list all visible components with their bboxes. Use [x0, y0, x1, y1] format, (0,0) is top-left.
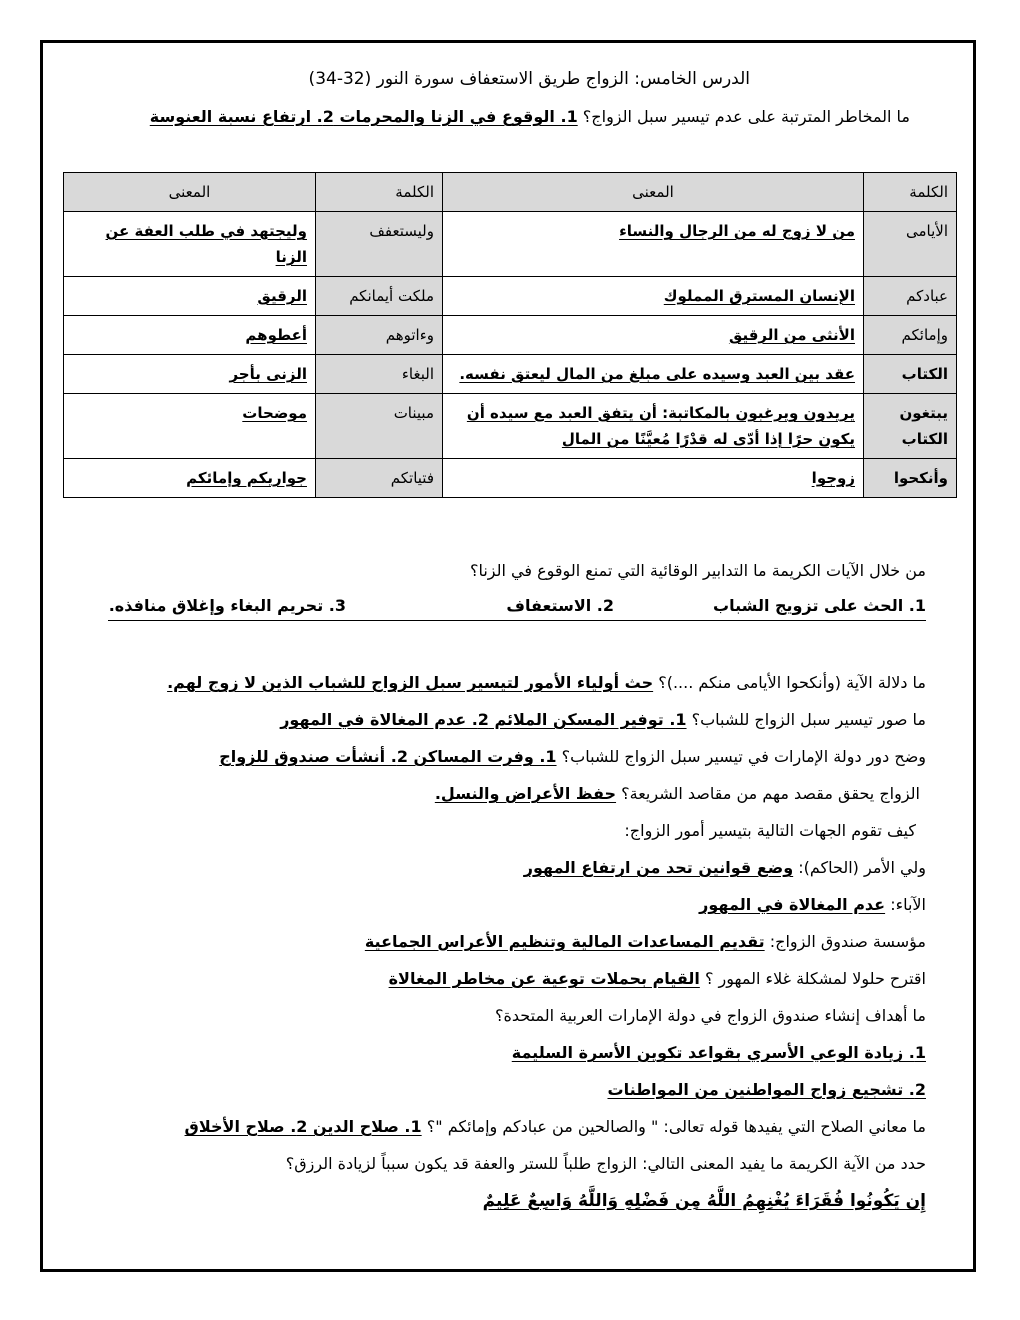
word-cell: عبادكم — [864, 277, 957, 316]
meaning-cell: الزنى بأجر — [64, 355, 316, 394]
vocabulary-table — [63, 172, 957, 498]
meaning-cell: زوجوا — [443, 459, 864, 498]
meaning-cell: أعطوهم — [64, 316, 316, 355]
column-header: الكلمة — [864, 173, 957, 212]
word-cell: الأيامى — [864, 212, 957, 277]
qa-item — [100, 1116, 926, 1138]
question-text: كيف تقوم الجهات التالية بتيسير أمور الزواج: — [624, 821, 916, 840]
word-cell: وإمائكم — [864, 316, 957, 355]
qa-item — [100, 746, 926, 768]
question-text: اقترح حلولا لمشكلة غلاء المهور ؟ — [704, 969, 926, 988]
qa-item — [100, 672, 926, 694]
table-row — [64, 277, 957, 316]
qa-item — [100, 709, 926, 731]
risks-question — [100, 106, 910, 128]
question-text: ما أهداف إنشاء صندوق الزواج في دولة الإمارات العربية المتحدة؟ — [495, 1006, 926, 1025]
question-text: ما دلالة الآية (وأنكحوا الأيامى منكم ....)؟ — [658, 673, 926, 692]
word-cell: مبينات — [316, 394, 443, 459]
word-cell: وليستعفف — [316, 212, 443, 277]
meaning-cell: الإنسان المسترق المملوك — [443, 277, 864, 316]
meaning-cell: يريدون ويرغبون بالمكاتبة: أن يتفق العبد مع سيده أن يكون حرًا إذا أدّى له قدْرًا مُعيَّنًا من المال — [443, 394, 864, 459]
question-text: وضح دور دولة الإمارات في تيسير سبل الزواج للشباب؟ — [561, 747, 926, 766]
qa-answer-line — [100, 1079, 926, 1101]
qa-answer-line — [100, 1042, 926, 1064]
qa-answer-line — [100, 1190, 926, 1212]
answer-text: 1. زيادة الوعي الأسري بقواعد تكوين الأسرة السليمة — [511, 1043, 926, 1062]
table-row — [64, 355, 957, 394]
meaning-cell: وليجتهد في طلب العفة عن الزنا — [64, 212, 316, 277]
answer-text: 1. الوقوع في الزنا والمحرمات 2. ارتفاع نسبة العنوسة — [149, 107, 578, 126]
question-text: ما المخاطر المترتبة على عدم تيسير سبل الزواج؟ — [582, 107, 910, 126]
question-text: مؤسسة صندوق الزواج: — [769, 932, 926, 951]
answer-text: وضع قوانين تحد من ارتفاع المهور — [523, 858, 794, 877]
preventive-options — [108, 596, 926, 621]
word-cell: يبتغون الكتاب — [864, 394, 957, 459]
qa-item — [100, 1153, 926, 1175]
table-header-row — [64, 173, 957, 212]
column-header: المعنى — [443, 173, 864, 212]
qa-item — [100, 820, 916, 842]
meaning-cell: الأنثى من الرقيق — [443, 316, 864, 355]
meaning-cell: عقد بين العبد وسيده على مبلغ من المال ليعتق نفسه. — [443, 355, 864, 394]
question-text: ما صور تيسير سبل الزواج للشباب؟ — [691, 710, 926, 729]
answer-text: 1. صلاح الدين 2. صلاح الأخلاق — [184, 1117, 422, 1136]
answer-text: تقديم المساعدات المالية وتنظيم الأعراس الجماعية — [364, 932, 765, 951]
option-1: 1. الحث على تزويج الشباب — [713, 596, 926, 615]
answer-text: 2. تشجيع زواج المواطنين من المواطنات — [607, 1080, 926, 1099]
qa-item — [100, 894, 926, 916]
verse-answer: إِن يَكُونُوا فُقَرَاءَ يُغْنِهِمُ اللَّهُ مِن فَضْلِهِ وَاللَّهُ وَاسِعٌ عَلِيمٌ — [482, 1191, 926, 1211]
word-cell: ملكت أيمانكم — [316, 277, 443, 316]
answer-text: القيام بحملات توعية عن مخاطر المغالاة — [388, 969, 700, 988]
qa-item — [100, 931, 926, 953]
meaning-cell: جواريكم وإمائكم — [64, 459, 316, 498]
question-text: حدد من الآية الكريمة ما يفيد المعنى التالي: الزواج طلباً للستر والعفة قد يكون سبباً لزيادة الرزق؟ — [285, 1154, 926, 1173]
answer-text: حفظ الأعراض والنسل. — [434, 784, 617, 803]
answer-text: 1. توفير المسكن الملائم 2. عدم المغالاة في المهور — [280, 710, 687, 729]
word-cell: فتياتكم — [316, 459, 443, 498]
answer-text: 1. وفرت المساكن 2. أنشأت صندوق للزواج — [219, 747, 557, 766]
qa-item — [100, 783, 920, 805]
word-cell: وأنكحوا — [864, 459, 957, 498]
table-row — [64, 316, 957, 355]
question-text: ما معاني الصلاح التي يفيدها قوله تعالى: " والصالحين من عبادكم وإمائكم "؟ — [426, 1117, 926, 1136]
qa-item — [100, 968, 926, 990]
lesson-title: الدرس الخامس: الزواج طريق الاستعفاف سورة النور (32-34) — [308, 69, 750, 89]
option-3: 3. تحريم البغاء وإغلاق منافذه. — [108, 596, 346, 615]
word-cell: البغاء — [316, 355, 443, 394]
column-header: المعنى — [64, 173, 316, 212]
answer-text: حث أولياء الأمور لتيسير سبل الزواج للشباب الذين لا زوج لهم. — [167, 673, 654, 692]
word-cell: الكتاب — [864, 355, 957, 394]
question-text: الزواج يحقق مقصد مهم من مقاصد الشريعة؟ — [621, 784, 920, 803]
question-text: الآباء: — [890, 895, 926, 914]
table-row — [64, 394, 957, 459]
meaning-cell: الرقيق — [64, 277, 316, 316]
question-text: ولي الأمر (الحاكم): — [798, 858, 926, 877]
meaning-cell: من لا زوج له من الرجال والنساء — [443, 212, 864, 277]
option-2: 2. الاستعفاف — [506, 596, 614, 615]
column-header: الكلمة — [316, 173, 443, 212]
meaning-cell: موضحات — [64, 394, 316, 459]
answer-text: عدم المغالاة في المهور — [699, 895, 886, 914]
word-cell: وءاتوهم — [316, 316, 443, 355]
table-row — [64, 212, 957, 277]
table-row — [64, 459, 957, 498]
preventive-question: من خلال الآيات الكريمة ما التدابير الوقائية التي تمنع الوقوع في الزنا؟ — [469, 561, 926, 580]
qa-item — [100, 857, 926, 879]
qa-item — [100, 1005, 926, 1027]
